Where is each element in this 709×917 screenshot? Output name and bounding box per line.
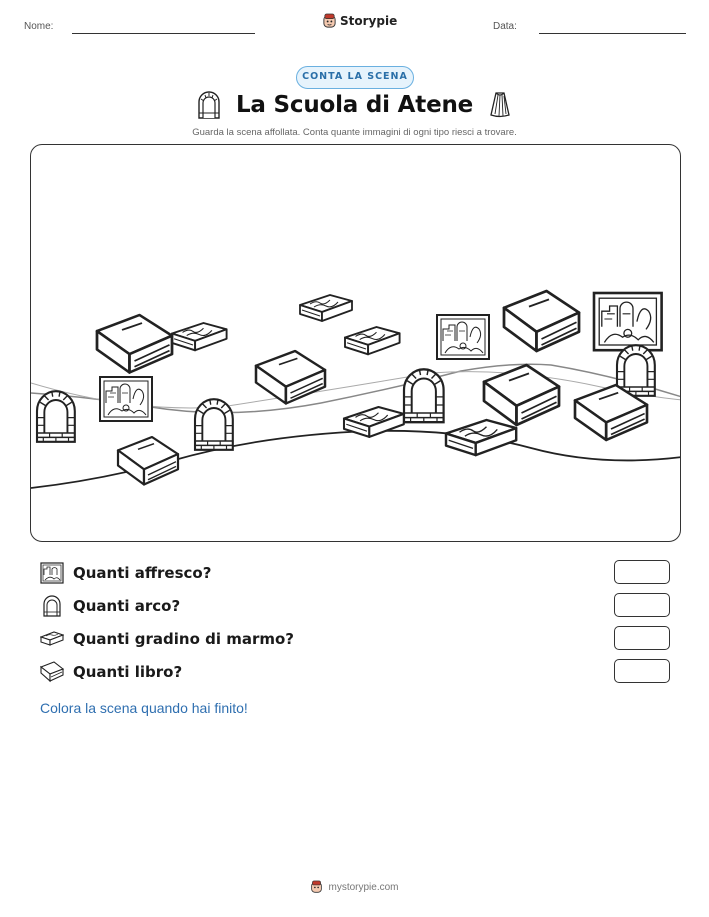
question-libro: [40, 659, 670, 685]
libro-icon: [40, 661, 64, 683]
question-label: Quanti affresco?: [73, 564, 212, 582]
question-arco: [40, 593, 670, 619]
name-label: Nome:: [24, 21, 54, 32]
affresco-icon: [100, 377, 152, 421]
arco-icon: [404, 369, 444, 422]
arco-icon: [40, 595, 64, 617]
storypie-mascot-icon: [322, 13, 337, 29]
question-gradino: [40, 626, 670, 652]
instructions: Guarda la scena affollata. Conta quante immagini di ogni tipo riesci a trovare.: [192, 127, 517, 138]
gradino-di-marmo-icon: [300, 295, 352, 321]
title-row: [0, 90, 709, 120]
toga-icon: [487, 90, 513, 120]
scene-canvas: [31, 145, 681, 542]
gradino-di-marmo-icon: [446, 420, 516, 455]
brand-name: Storypie: [340, 14, 398, 28]
scene-panel: [30, 144, 681, 542]
activity-badge: CONTA LA SCENA: [296, 66, 414, 89]
affresco-icon: [40, 562, 64, 584]
question-label: Quanti arco?: [73, 597, 181, 615]
date-label: Data:: [493, 21, 517, 32]
coloring-note: Colora la scena quando hai finito!: [40, 700, 248, 716]
arco-icon: [195, 399, 233, 450]
arco-icon: [37, 391, 75, 442]
libro-icon: [118, 437, 178, 485]
question-label: Quanti libro?: [73, 663, 183, 681]
site-footer: [0, 880, 709, 894]
gradino-di-marmo-icon: [345, 327, 400, 354]
question-label: Quanti gradino di marmo?: [73, 630, 294, 648]
question-affresco: [40, 560, 670, 586]
brand-logo: [322, 13, 397, 29]
answer-box[interactable]: [614, 560, 670, 584]
answer-box[interactable]: [614, 659, 670, 683]
page-title: La Scuola di Atene: [235, 92, 474, 118]
answer-box[interactable]: [614, 593, 670, 617]
storypie-mascot-icon: [310, 880, 323, 894]
libro-icon: [484, 365, 559, 425]
site-url[interactable]: mystorypie.com: [328, 881, 399, 893]
libro-icon: [97, 315, 172, 373]
gradino-di-marmo-icon: [344, 407, 404, 437]
answer-box[interactable]: [614, 626, 670, 650]
libro-icon: [256, 351, 325, 404]
gradino-di-marmo-icon: [172, 323, 227, 350]
gradino-di-marmo-icon: [40, 628, 64, 650]
libro-icon: [504, 291, 579, 351]
name-field[interactable]: [72, 33, 255, 34]
date-field[interactable]: [539, 33, 686, 34]
affresco-icon: [594, 293, 662, 350]
arch-icon: [196, 90, 222, 120]
affresco-icon: [437, 315, 489, 359]
